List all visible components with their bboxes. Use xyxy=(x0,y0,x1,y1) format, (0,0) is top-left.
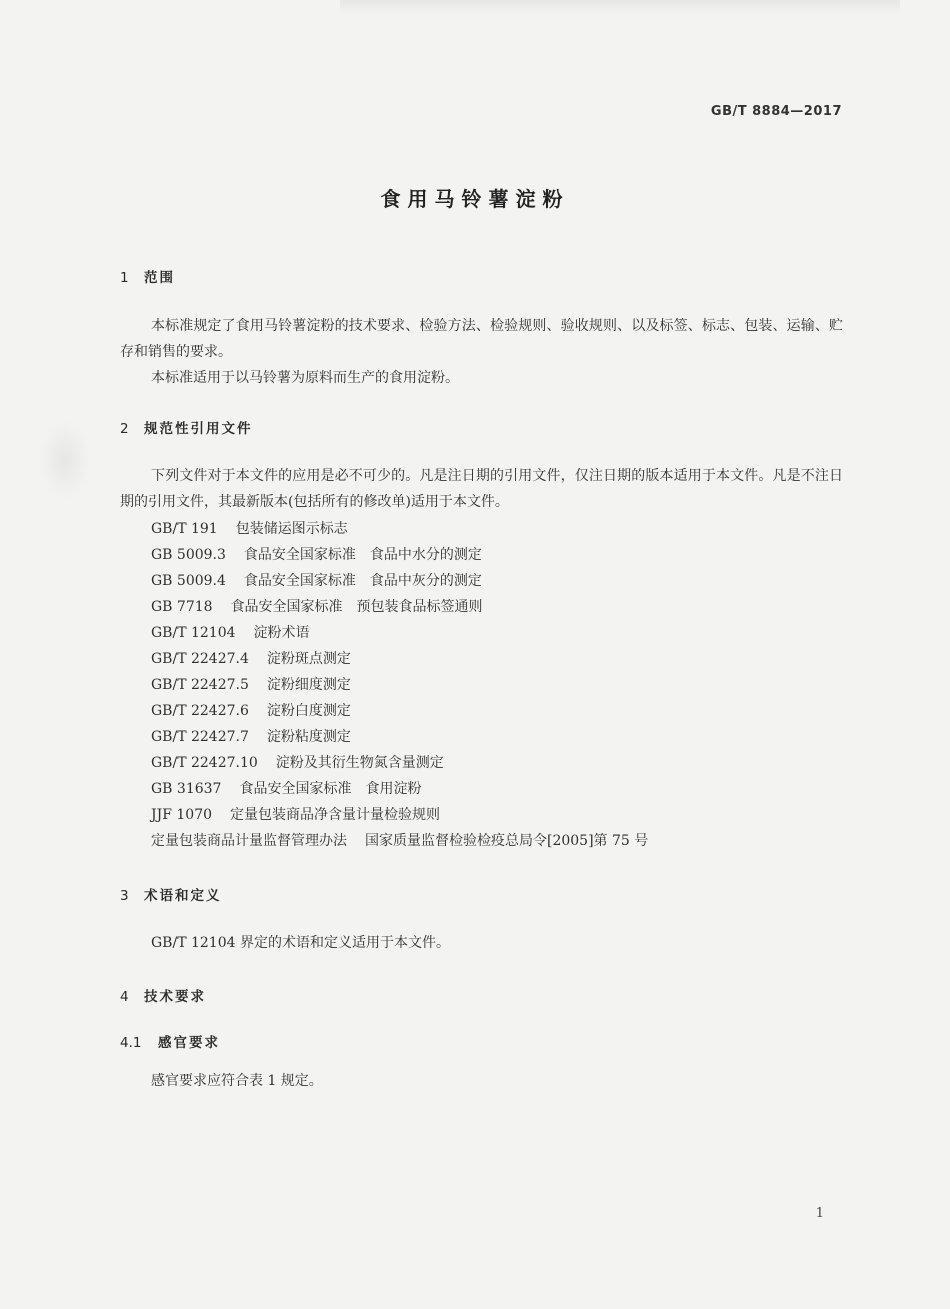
section-1-paragraph-1: 本标准规定了食用马铃薯淀粉的技术要求、检验方法、检验规则、验收规则、以及标签、标志、包装、运输、贮存和销售的要求。 xyxy=(120,318,843,360)
scan-smudge xyxy=(40,420,90,500)
section-4-1-paragraph: 感官要求应符合表 1 规定。 xyxy=(151,1073,323,1089)
reference-title: 食品安全国家标准 预包装食品标签通则 xyxy=(230,599,483,615)
document-title: 食用马铃薯淀粉 xyxy=(380,187,570,211)
section-3-heading xyxy=(120,884,222,904)
reference-code: GB/T 22427.4 xyxy=(151,651,249,667)
reference-item xyxy=(151,519,348,539)
reference-code: GB/T 22427.7 xyxy=(151,729,249,745)
reference-code: JJF 1070 xyxy=(151,807,213,823)
reference-code: GB/T 22427.10 xyxy=(151,755,258,771)
section-number: 2 xyxy=(120,421,129,437)
section-3-paragraph: GB/T 12104 界定的术语和定义适用于本文件。 xyxy=(151,935,450,951)
reference-code: GB 7718 xyxy=(151,599,213,615)
reference-code: 定量包装商品计量监督管理办法 xyxy=(151,833,347,849)
standard-code: GB/T 8884—2017 xyxy=(710,104,842,119)
reference-title: 国家质量监督检验检疫总局令[2005]第 75 号 xyxy=(365,833,649,849)
section-2-heading xyxy=(120,417,253,437)
section-2-intro: 下列文件对于本文件的应用是必不可少的。凡是注日期的引用文件，仅注日期的版本适用于本文件。凡是不注日期的引用文件，其最新版本(包括所有的修改单)适用于本文件。 xyxy=(120,468,843,510)
reference-title: 淀粉粘度测定 xyxy=(266,729,351,745)
reference-code: GB/T 191 xyxy=(151,521,218,537)
reference-item xyxy=(151,545,482,565)
reference-title: 淀粉白度测定 xyxy=(266,703,351,719)
section-title: 技术要求 xyxy=(144,989,206,1005)
reference-title: 淀粉斑点测定 xyxy=(266,651,351,667)
reference-item xyxy=(151,779,421,799)
section-number: 1 xyxy=(120,270,129,286)
section-1-paragraph-2: 本标准适用于以马铃薯为原料而生产的食用淀粉。 xyxy=(151,370,459,386)
reference-item xyxy=(151,753,444,773)
section-number: 3 xyxy=(120,888,129,904)
reference-title: 淀粉术语 xyxy=(253,625,310,641)
reference-code: GB 5009.3 xyxy=(151,547,226,563)
section-title: 感官要求 xyxy=(158,1035,220,1051)
reference-title: 食品安全国家标准 食品中水分的测定 xyxy=(243,547,482,563)
scan-shadow xyxy=(340,0,900,14)
reference-title: 包装储运图示标志 xyxy=(235,521,348,537)
section-1-heading xyxy=(120,266,175,286)
reference-title: 定量包装商品净含量计量检验规则 xyxy=(230,807,441,823)
section-4-1-heading xyxy=(120,1031,220,1051)
reference-code: GB/T 22427.5 xyxy=(151,677,249,693)
reference-item xyxy=(151,597,483,617)
section-4-heading xyxy=(120,985,206,1005)
section-number: 4 xyxy=(120,989,129,1005)
reference-item xyxy=(151,701,351,721)
page-number: 1 xyxy=(815,1206,824,1221)
reference-title: 食品安全国家标准 食用淀粉 xyxy=(239,781,422,797)
reference-code: GB 5009.4 xyxy=(151,573,226,589)
reference-item xyxy=(151,727,351,747)
reference-title: 淀粉及其衍生物氮含量测定 xyxy=(275,755,444,771)
reference-item xyxy=(151,571,482,591)
section-title: 范围 xyxy=(144,270,175,286)
reference-code: GB/T 12104 xyxy=(151,625,236,641)
reference-code: GB 31637 xyxy=(151,781,222,797)
reference-item xyxy=(151,649,351,669)
reference-item xyxy=(151,805,440,825)
reference-item xyxy=(151,831,648,851)
reference-title: 淀粉细度测定 xyxy=(266,677,351,693)
reference-code: GB/T 22427.6 xyxy=(151,703,249,719)
reference-title: 食品安全国家标准 食品中灰分的测定 xyxy=(243,573,482,589)
reference-item xyxy=(151,623,310,643)
section-title: 规范性引用文件 xyxy=(144,421,253,437)
section-number: 4.1 xyxy=(120,1035,142,1051)
section-title: 术语和定义 xyxy=(144,888,222,904)
reference-item xyxy=(151,675,351,695)
